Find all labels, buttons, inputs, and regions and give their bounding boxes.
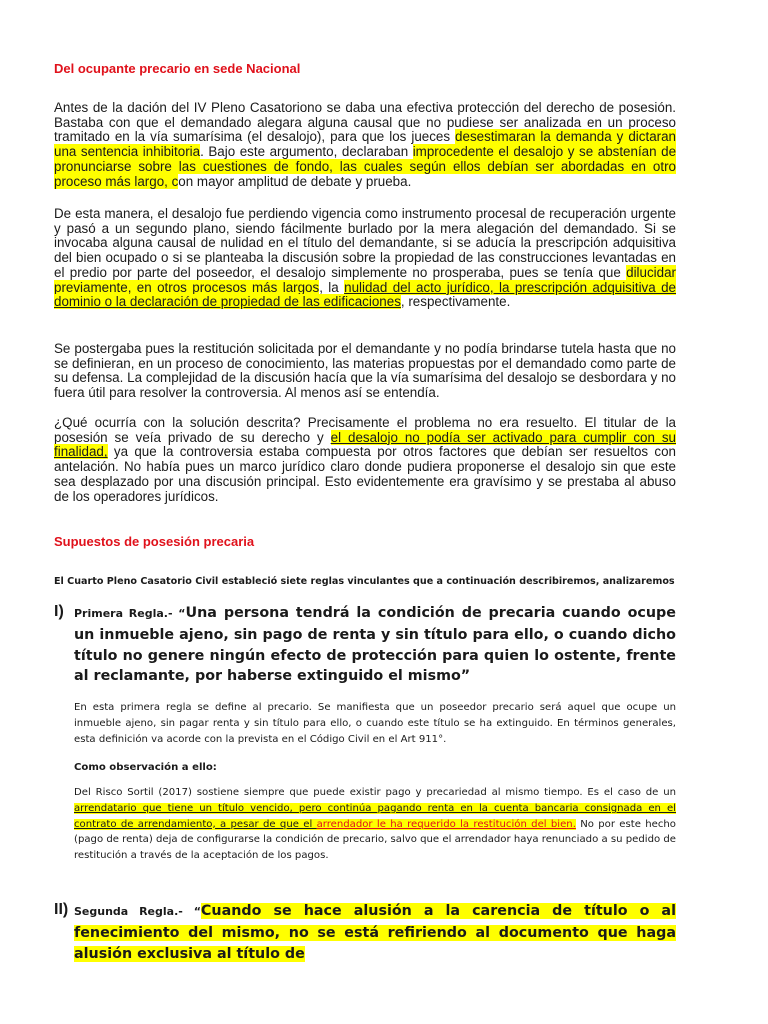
- text-run: Antes de la dación del IV Pleno Casatoriono se daba una efectiva protección del derecho de posesión. Bastaba con que el demandado alegara alguna causal que no pudiese ser analizada en un proceso tramitado en la vía sumarísima (el desalojo), para que los jueces: [54, 100, 676, 145]
- text-run: ya que la controversia estaba compuesta por otros factores que debían ser resueltos con antelación. No había pues un marco jurídico claro donde pudiera proponerse el desalojo sin que este sea desplazado por una discusión principal. Esto evidentemente era gravísimo y se prestaba al abuso de los operadores jurídicos.: [54, 444, 676, 504]
- section-heading-assumptions: Supuestos de posesión precaria: [54, 534, 255, 549]
- highlight-run: dilucidar previamente, en otros procesos más largos: [54, 264, 676, 295]
- intro-text: El Cuarto Pleno Casatorio Civil estableció siete reglas vinculantes que a continuación describiremos, analizaremos: [54, 576, 675, 587]
- rule-2: [54, 901, 676, 964]
- paragraph-4: [54, 416, 676, 504]
- paragraph-3: Se postergaba pues la restitución solicitada por el demandante y no podía brindarse tutela hasta que no se definieran, en un proceso de conocimiento, las materias propuestas por el demandado como parte de su defensa. La complejidad de la discusión hacía que la vía sumarísima del desalojo se desbordara y no fuera útil para resolver la controversia. Al menos así se entendía.: [54, 341, 676, 401]
- observation-heading: Como observación a ello:: [74, 762, 217, 773]
- highlight-run: improcedente el desalojo y se abstenían de pronunciarse sobre las cuestiones de fondo, las cuales según ellos debían ser abordadas en otro proceso más largo, c: [54, 144, 677, 189]
- text-run: ¿Qué ocurría con la solución descrita? Precisamente el problema no era resuelto. El titular de la posesión se veía privado de su derecho y: [54, 415, 676, 445]
- text-run: De esta manera, el desalojo fue perdiendo vigencia como instrumento procesal de recuperación urgente y pasó a un segundo plano, siendo fácilmente burlado por la mera alegación del demandado. Si se invocaba alguna causal de nulidad en el título del demandante, si se aducía la prescripción adquisitiva del bien ocupado o si se planteaba la discusión sobre la propiedad de las construcciones levantadas en el predio por parte del poseedor, el desalojo simplemente no prosperaba, pues se tenía que: [54, 206, 676, 280]
- rule-1: [54, 603, 676, 687]
- rule-label: Primera Regla.- “: [74, 607, 186, 620]
- text-run: , respectivamente.: [400, 294, 511, 310]
- rule-2-text: [74, 901, 676, 964]
- highlight-run: el desalojo no podía ser activado para cumplir con su finalidad,: [54, 429, 676, 460]
- rule-1-explanation: En esta primera regla se define al precario. Se manifiesta que un poseedor precario será aquel que ocupe un inmueble ajeno, sin pagar renta y sin título para ello, o cuando este título se ha extinguido. En términos generales, esta definición va acorde con la prevista en el Código Civil en el Art 911°.: [74, 702, 676, 745]
- highlight-run: arrendatario que tiene un título vencido, pero continúa pagando renta en la cuenta bancaria consignada en el contrato de arrendamiento, a pesar de que el: [74, 802, 676, 830]
- highlight-run: nulidad del acto jurídico, la prescripción adquisitiva de dominio o la declaración de propiedad de las edificaciones: [54, 279, 676, 310]
- section-heading-national: Del ocupante precario en sede Nacional: [54, 61, 301, 76]
- text-run: Del Risco Sortil (2017) sostiene siempre que puede existir pago y precariedad al mismo tiempo. Es el caso de un: [74, 787, 676, 798]
- text-run: . Bajo este argumento, declaraban: [200, 144, 413, 160]
- rule-quote: Cuando se hace alusión a la carencia de título o al fenecimiento del mismo, no se está refiriendo al documento que haga alusión exclusiva al título de: [74, 903, 676, 962]
- rule-quote: Una persona tendrá la condición de precaria cuando ocupe un inmueble ajeno, sin pago de renta y sin título para ello, o cuando dicho título no genere ningún efecto de protección para quien lo ostente, frente al reclamante, por haberse extinguido el mismo”: [74, 605, 676, 685]
- paragraph-2: [54, 207, 676, 310]
- text-run: , la: [319, 279, 345, 295]
- text-run: No por este hecho (pago de renta) deja de configurarse la condición de precario, salvo que el arrendador haya renunciado a su pedido de restitución a través de la aceptación de los pagos.: [74, 818, 676, 862]
- observation-paragraph: [74, 785, 676, 864]
- rule-number: II): [54, 901, 69, 918]
- highlight-red-run: arrendador le ha requerido la restitución del bien.: [316, 818, 576, 830]
- rule-1-text: [74, 603, 676, 687]
- text-run: on mayor amplitud de debate y prueba.: [178, 173, 412, 189]
- rule-label: Segunda Regla.- “: [74, 905, 201, 918]
- paragraph-1: [54, 101, 676, 189]
- highlight-run: desestimaran la demanda y dictaran una sentencia inhibitoria: [54, 129, 677, 160]
- rule-number: I): [54, 603, 64, 620]
